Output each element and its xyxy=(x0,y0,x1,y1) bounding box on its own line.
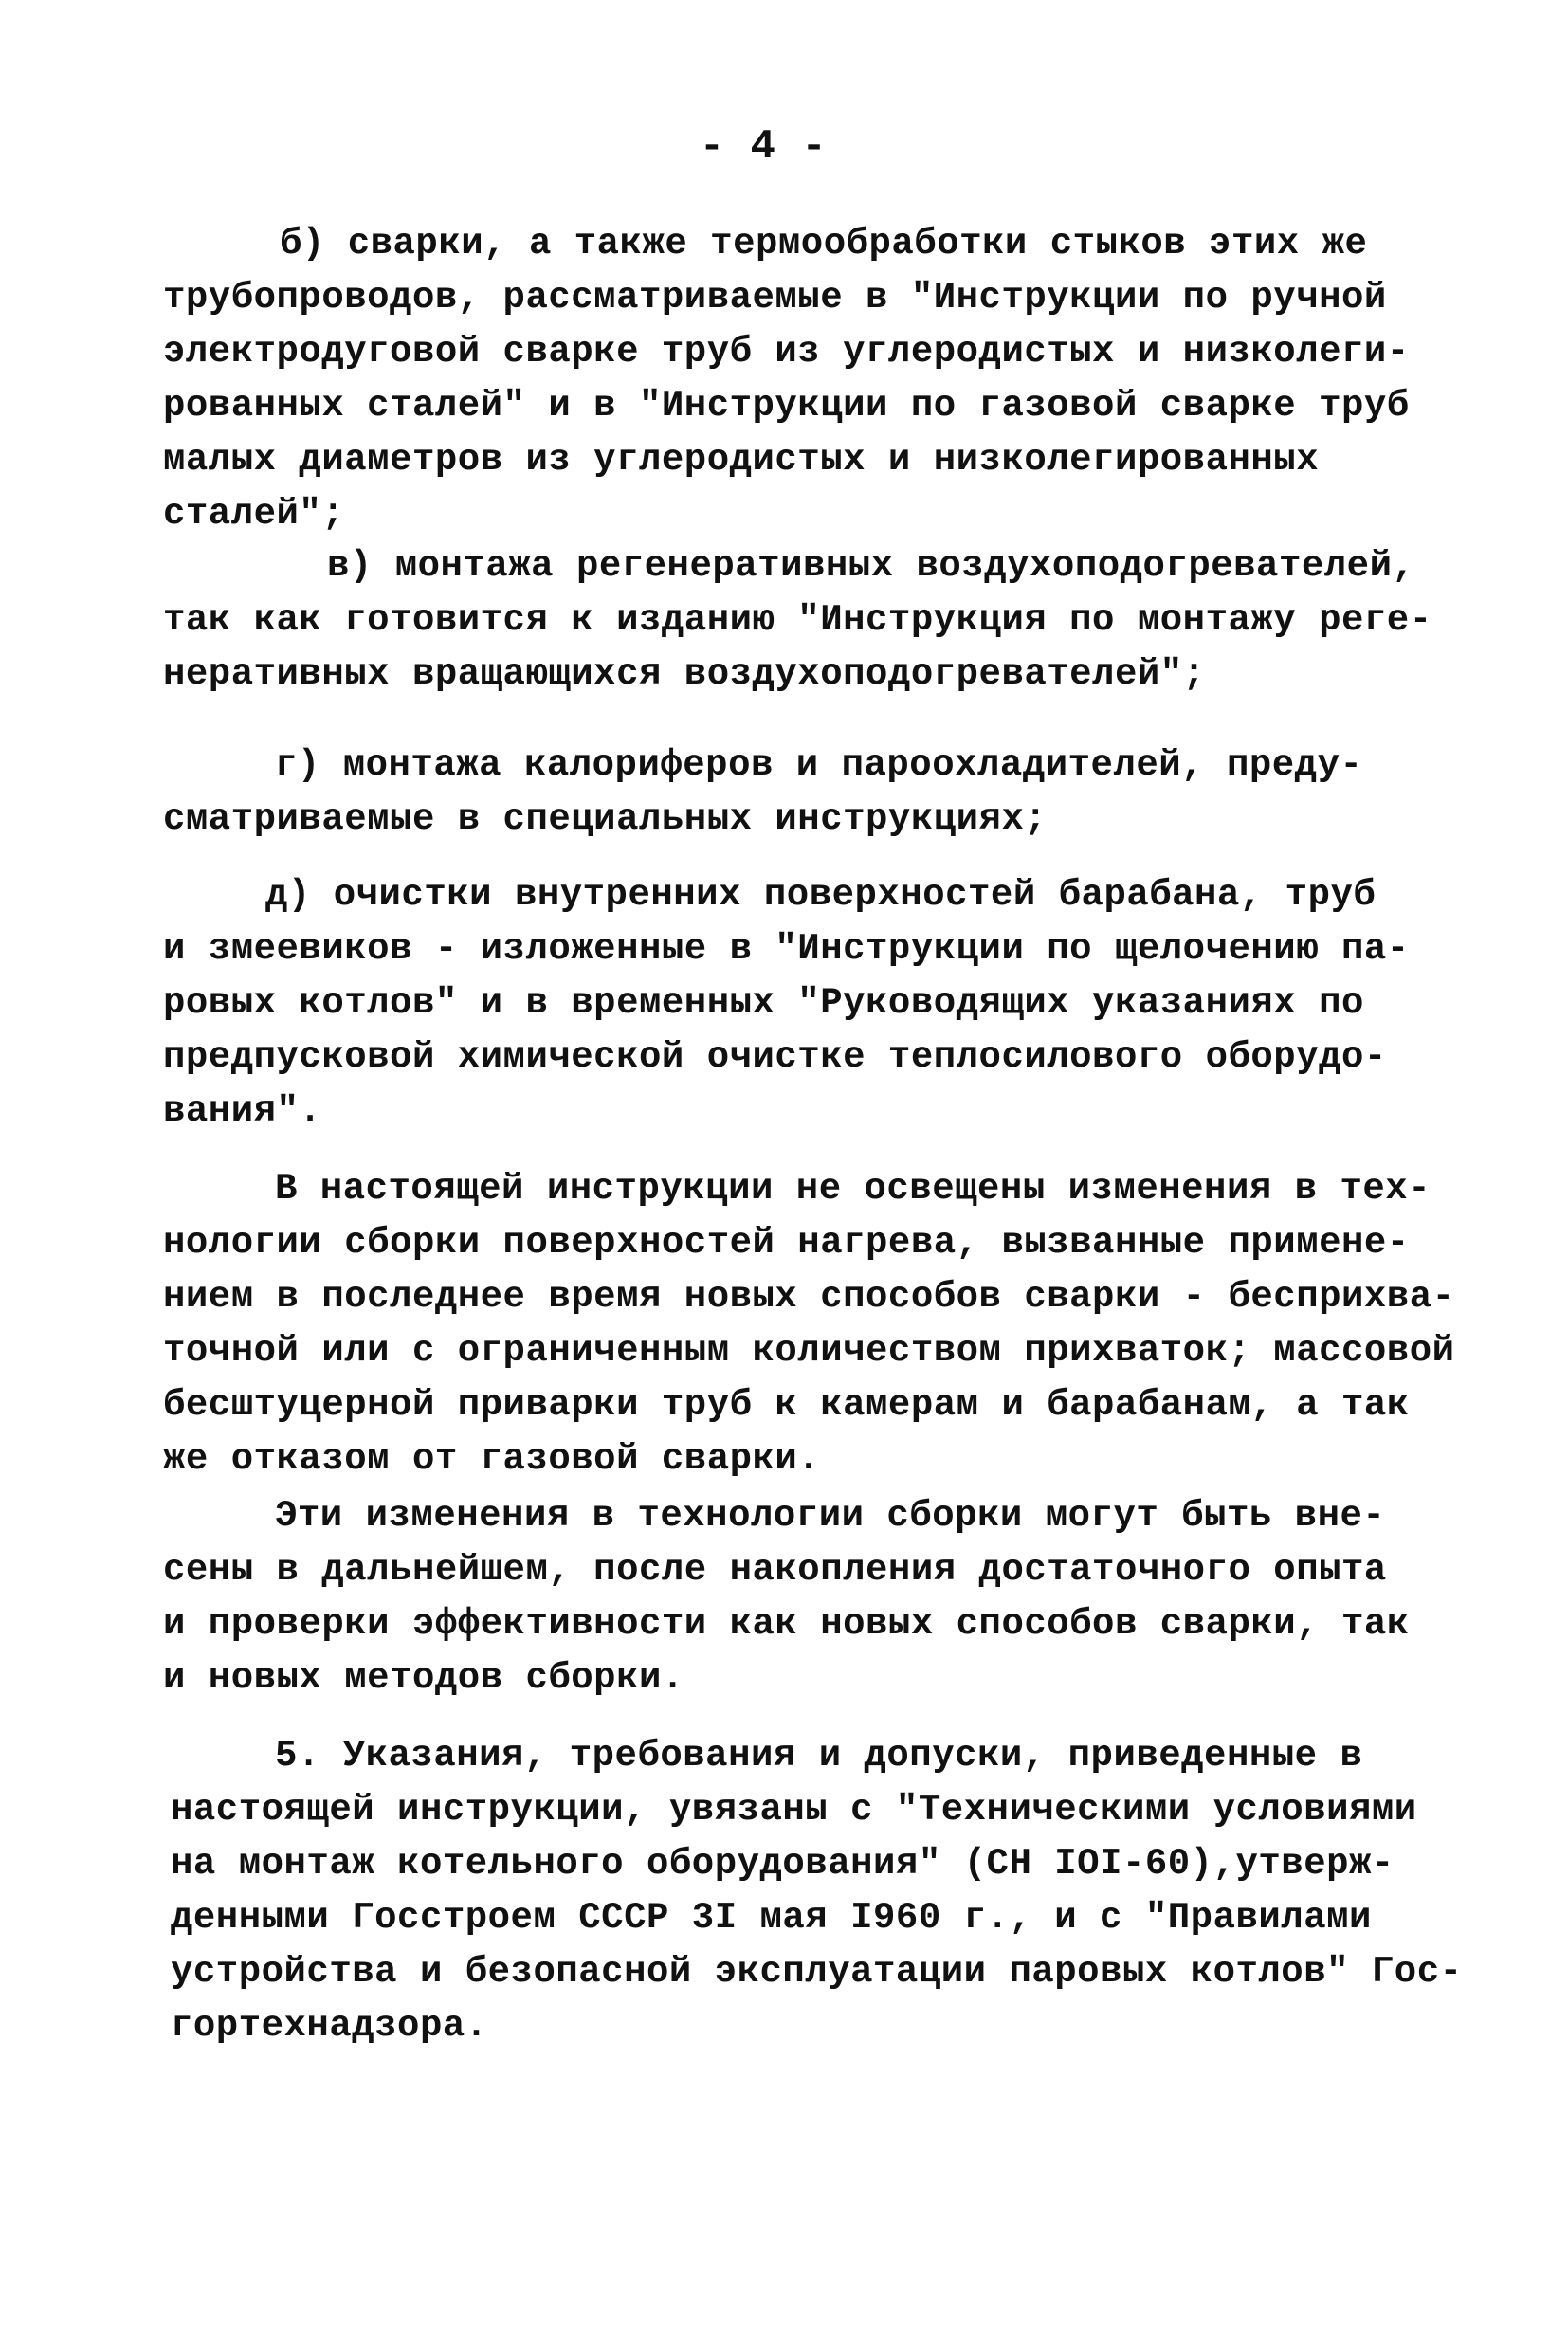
text-line: г) монтажа калориферов и пароохладителей, преду- xyxy=(275,744,1363,786)
text-line: денными Госстроем СССР 3I мая I960 г., и с "Правилами xyxy=(171,1897,1372,1939)
text-line: настоящей инструкции, увязаны с "Техническими условиями xyxy=(171,1789,1417,1831)
text-line: же отказом от газовой сварки. xyxy=(163,1438,821,1480)
text-line: нологии сборки поверхностей нагрева, вызванные примене- xyxy=(163,1222,1410,1264)
text-line: малых диаметров из углеродистых и низколегированных xyxy=(163,439,1320,481)
text-line: электродуговой сварке труб из углеродистых и низколеги- xyxy=(163,331,1410,373)
text-line: трубопроводов, рассматриваемые в "Инструкции по ручной xyxy=(163,277,1387,319)
text-line: нием в последнее время новых способов сварки - бесприхва- xyxy=(163,1276,1455,1318)
text-line: на монтаж котельного оборудования" (СН IOI-60),утверж- xyxy=(171,1843,1395,1885)
text-line: рованных сталей" и в "Инструкции по газовой сварке труб xyxy=(163,385,1410,427)
text-line: в) монтажа регенеративных воздухоподогревателей, xyxy=(327,545,1415,587)
text-line: сматриваемые в специальных инструкциях; xyxy=(163,798,1048,840)
text-line: Эти изменения в технологии сборки могут быть вне- xyxy=(275,1495,1386,1537)
text-line: ровых котлов" и в временных "Руководящих указаниях по xyxy=(163,982,1364,1024)
text-line: сены в дальнейшем, после накопления достаточного опыта xyxy=(163,1549,1387,1591)
text-line: предпусковой химической очистке теплосилового оборудо- xyxy=(163,1036,1387,1078)
text-line: неративных вращающихся воздухоподогревателей"; xyxy=(163,653,1206,695)
page-number: - 4 - xyxy=(699,123,828,171)
text-line: д) очистки внутренних поверхностей барабана, труб xyxy=(265,874,1377,916)
text-line: вания". xyxy=(163,1090,322,1132)
text-line: так как готовится к изданию "Инструкция по монтажу реге- xyxy=(163,599,1432,641)
text-line: точной или с ограниченным количеством прихваток; массовой xyxy=(163,1330,1455,1372)
text-line: б) сварки, а также термообработки стыков этих же xyxy=(280,223,1368,264)
text-line: В настоящей инструкции не освещены изменения в тех- xyxy=(275,1168,1431,1210)
text-line: и новых методов сборки. xyxy=(163,1657,684,1699)
text-line: устройства и безопасной эксплуатации паровых котлов" Гос- xyxy=(171,1951,1463,1993)
text-line: сталей"; xyxy=(163,493,345,535)
text-line: гортехнадзора. xyxy=(171,2005,488,2047)
text-line: бесштуцерной приварки труб к камерам и барабанам, а так xyxy=(163,1384,1410,1426)
text-line: и змеевиков - изложенные в "Инструкции по щелочению па- xyxy=(163,928,1410,970)
text-line: 5. Указания, требования и допуски, приведенные в xyxy=(275,1735,1363,1777)
text-line: и проверки эффективности как новых способов сварки, так xyxy=(163,1603,1410,1645)
